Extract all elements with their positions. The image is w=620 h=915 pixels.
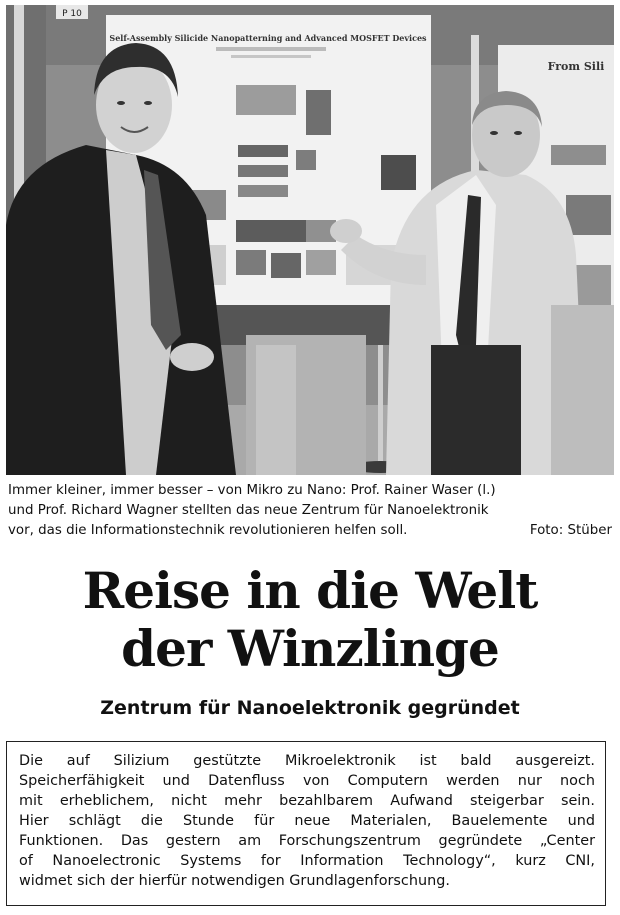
lead-line: Speicherfähigkeit und Datenfluss von Computern werden nur noch (19, 773, 595, 789)
lead-paragraph-box (6, 741, 606, 906)
subheadline: Zentrum für Nanoelektronik gegründet (100, 697, 520, 719)
lead-line: Hier schlägt die Stunde für neue Materialen, Bauelemente und (19, 813, 595, 829)
photo-scene (6, 5, 614, 475)
caption-line: vor, das die Informationstechnik revolutionieren helfen soll. (8, 523, 408, 538)
poster-title: Self-Assembly Silicide Nanopatterning and Advanced MOSFET Devices (109, 33, 427, 43)
lead-line: Funktionen. Das gestern am Forschungszentrum gegründete „Center (19, 833, 595, 849)
poster-right-title: From Sili (547, 60, 605, 73)
photo-credit: Foto: Stüber (529, 523, 612, 538)
caption-line-last (8, 521, 612, 541)
news-photo (6, 5, 614, 475)
lead-line: mit erheblichem, nicht mehr bezahlbarem Aufwand steigerbar sein. (19, 793, 595, 809)
lead-line: of Nanoelectronic Systems for Information Technology“, kurz CNI, (19, 853, 595, 869)
lead-line: Die auf Silizium gestützte Mikroelektronik ist bald ausgereizt. (19, 753, 595, 769)
caption-line: Immer kleiner, immer besser – von Mikro zu Nano: Prof. Rainer Waser (l.) (8, 483, 496, 498)
lead-line: widmet sich der hierfür notwendigen Grundlagenforschung. (19, 873, 450, 889)
headline-line-2: der Winzlinge (121, 619, 499, 678)
headline (0, 562, 620, 678)
poster-tag: P 10 (62, 9, 82, 19)
headline-line-1: Reise in die Welt (82, 561, 538, 620)
photo-caption (8, 481, 616, 541)
caption-line: und Prof. Richard Wagner stellten das neue Zentrum für Nanoelektronik (8, 503, 489, 518)
